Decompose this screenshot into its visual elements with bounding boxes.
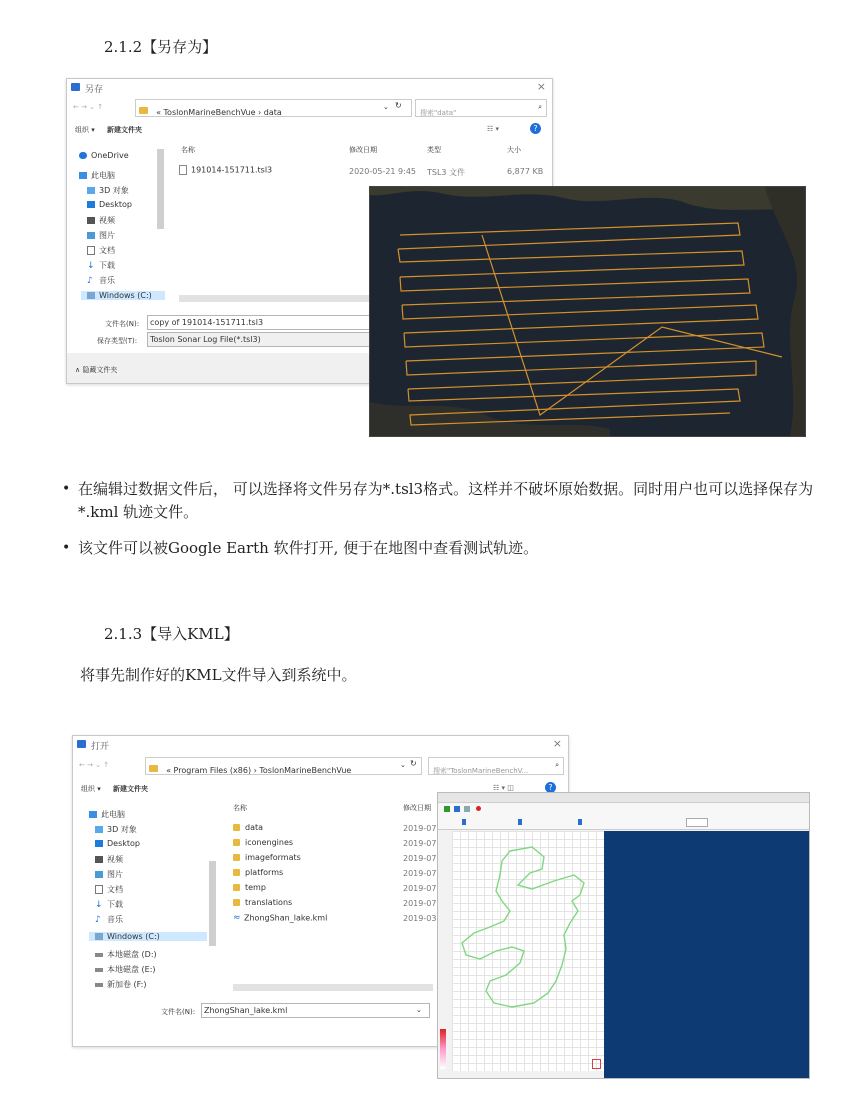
sidebar-item-label: 下载 — [99, 261, 115, 270]
filetype-select[interactable]: Toslon Sonar Log File(*.tsl3) — [147, 332, 371, 347]
column-header-date[interactable]: 修改日期 — [403, 804, 431, 812]
bullet-dot: • — [62, 481, 71, 497]
grid-map — [452, 831, 604, 1071]
help-icon[interactable]: ? — [530, 123, 541, 134]
stop-icon[interactable] — [454, 806, 460, 812]
sidebar-item-downloads[interactable] — [95, 899, 123, 910]
bullet-text-google-earth: 该文件可以被Google Earth 软件打开, 便于在地图中查看测试轨迹。 — [78, 539, 539, 557]
sidebar-scrollbar[interactable] — [209, 861, 216, 946]
computer-icon — [79, 172, 87, 179]
address-bar[interactable] — [145, 757, 422, 775]
drive-icon — [95, 953, 103, 957]
file-name: imageformats — [245, 853, 301, 862]
sidebar-item-label: 本地磁盘 (E:) — [107, 965, 156, 974]
section-description: 将事先制作好的KML文件导入到系统中。 — [80, 666, 357, 684]
sidebar-item-documents[interactable] — [95, 884, 123, 895]
desktop-icon — [87, 201, 95, 208]
address-bar[interactable] — [135, 99, 412, 117]
music-icon: ♪ — [95, 914, 101, 925]
chevron-down-icon[interactable]: ⌄ — [416, 1006, 422, 1014]
trash-icon[interactable] — [592, 1059, 601, 1069]
sidebar-item-music[interactable] — [87, 275, 115, 286]
file-date: 2019-07 — [403, 869, 437, 878]
view-options-icon[interactable]: ☷ ▾ ◫ — [493, 784, 514, 792]
toolbar-button[interactable] — [686, 818, 708, 827]
close-icon[interactable]: × — [536, 80, 546, 93]
depth-color-bar — [440, 1029, 446, 1069]
folder-icon — [233, 854, 240, 861]
track-diagonal — [482, 235, 782, 415]
file-name: translations — [245, 898, 293, 907]
sidebar-item-label: 3D 对象 — [107, 825, 137, 834]
map-track-image — [369, 186, 806, 437]
slider-icon[interactable] — [518, 819, 522, 825]
list-item[interactable] — [233, 838, 293, 847]
new-folder-button[interactable]: 新建文件夹 — [113, 785, 148, 793]
file-name: 191014-151711.tsl3 — [191, 165, 273, 175]
sidebar-item-label: 视频 — [99, 216, 115, 225]
sidebar-item-this-pc[interactable] — [79, 170, 115, 181]
folder-icon — [149, 765, 158, 772]
dialog-title: 另存 — [85, 85, 104, 95]
folder-icon — [233, 824, 240, 831]
folder-icon — [139, 107, 148, 114]
sidebar-item-label: 下载 — [107, 900, 123, 909]
kml-file-icon: ≈ — [233, 913, 241, 923]
desktop-icon — [95, 840, 103, 847]
column-header-name[interactable]: 名称 — [233, 804, 247, 812]
file-date: 2020-05-21 9:45 — [349, 167, 416, 176]
sidebar-item-label: 文档 — [107, 885, 123, 894]
slider-icon[interactable] — [578, 819, 582, 825]
document-icon — [95, 885, 103, 894]
sidebar-item-label: 新加卷 (F:) — [107, 980, 147, 989]
search-icon: ⌕ — [555, 761, 559, 769]
sidebar-item-label: 此电脑 — [91, 171, 115, 180]
bullet-text-save-as: 在编辑过数据文件后， 可以选择将文件另存为*.tsl3格式。这样并不破坏原始数据。同时用户也可以选择保存为 *.kml 轨迹文件。 — [78, 480, 814, 521]
file-name: data — [245, 823, 264, 832]
search-placeholder: 搜索"data" — [420, 109, 457, 117]
sidebar-item-label: Desktop — [107, 839, 140, 848]
organize-button[interactable]: 组织 ▾ — [81, 785, 101, 793]
picture-icon — [87, 232, 95, 239]
column-header-date[interactable]: 修改日期 — [349, 146, 377, 154]
filename-label: 文件名(N): — [161, 1008, 196, 1016]
filetype-label: 保存类型(T): — [97, 337, 138, 345]
sidebar-item-label: 图片 — [99, 231, 115, 240]
folder-icon — [233, 899, 240, 906]
sidebar-item-label: 音乐 — [99, 276, 115, 285]
drive-icon — [87, 292, 95, 299]
column-header-size[interactable]: 大小 — [507, 146, 521, 154]
column-header-type[interactable]: 类型 — [427, 146, 441, 154]
cube-icon — [95, 826, 103, 833]
file-type: TSL3 文件 — [427, 168, 466, 177]
search-placeholder: 搜索"ToslonMarineBenchV... — [433, 767, 529, 775]
search-input[interactable] — [428, 757, 564, 775]
sidebar-item-label: 图片 — [107, 870, 123, 879]
filename-input[interactable]: copy of 191014-151711.tsl3 — [147, 315, 371, 330]
list-item[interactable] — [233, 898, 292, 907]
refresh-icon[interactable]: ↻ — [395, 101, 402, 110]
track-leg — [398, 223, 740, 249]
app-window-screenshot — [437, 792, 810, 1079]
zoom-icon[interactable] — [464, 806, 470, 812]
file-name: iconengines — [245, 838, 294, 847]
organize-button[interactable]: 组织 ▾ — [75, 126, 95, 134]
kml-track-outline — [462, 847, 584, 1007]
survey-track — [398, 223, 782, 425]
sidebar-item-3d[interactable] — [87, 185, 129, 196]
film-icon — [95, 856, 103, 863]
address-path: « Program Files (x86) › ToslonMarineBenchVue — [166, 766, 352, 775]
sidebar-item-drive-f[interactable] — [95, 979, 146, 990]
sidebar-item-desktop[interactable] — [87, 200, 132, 209]
view-options-icon[interactable]: ☷ ▾ — [487, 125, 500, 133]
cube-icon — [87, 187, 95, 194]
file-date: 2019-07 — [403, 899, 437, 908]
download-icon: ↓ — [87, 260, 95, 271]
help-icon[interactable]: ? — [545, 782, 556, 793]
folder-icon — [233, 839, 240, 846]
track-leg — [402, 305, 758, 333]
sidebar-scrollbar[interactable] — [157, 149, 164, 229]
slider-icon[interactable] — [462, 819, 466, 825]
sidebar-item-pictures[interactable] — [95, 869, 123, 880]
dialog-title: 打开 — [91, 742, 110, 752]
kml-track-svg — [452, 831, 604, 1071]
drive-icon — [95, 983, 103, 987]
folder-icon — [233, 869, 240, 876]
horizontal-scrollbar[interactable] — [179, 295, 369, 302]
track-leg — [398, 249, 744, 277]
sidebar-item-label: 音乐 — [107, 915, 123, 924]
file-name: platforms — [245, 868, 284, 877]
track-leg — [404, 333, 764, 361]
app-icon — [71, 83, 80, 91]
list-item[interactable] — [233, 853, 301, 862]
shoreline-top — [370, 187, 805, 212]
file-date: 2019-07 — [403, 824, 437, 833]
app-toolbar — [438, 803, 809, 830]
shoreline-right — [765, 187, 805, 436]
sidebar-item-desktop[interactable] — [95, 839, 140, 848]
computer-icon — [89, 811, 97, 818]
deep-water-panel — [604, 831, 809, 1078]
file-name: ZhongShan_lake.kml — [244, 913, 328, 923]
section-heading-save-as: 2.1.2【另存为】 — [104, 38, 218, 56]
address-path: « ToslonMarineBenchVue › data — [156, 108, 282, 117]
back-arrow-icon[interactable]: ← → ⌄ ↑ — [79, 761, 110, 769]
track-leg — [400, 277, 750, 305]
cloud-icon — [79, 152, 87, 159]
close-icon[interactable]: × — [552, 737, 562, 750]
bullet-list — [0, 478, 863, 578]
back-arrow-icon[interactable]: ← → ⌄ ↑ — [73, 103, 104, 111]
document-icon — [87, 246, 95, 255]
hide-folders-button[interactable]: ∧ 隐藏文件夹 — [75, 366, 118, 374]
record-icon[interactable] — [476, 806, 481, 811]
file-name: temp — [245, 883, 266, 892]
app-icon — [77, 740, 86, 748]
play-icon[interactable] — [444, 806, 450, 812]
file-row[interactable] — [179, 165, 272, 175]
sidebar-item-pictures[interactable] — [87, 230, 115, 241]
sidebar-item-label: OneDrive — [91, 151, 129, 160]
sidebar-item-drive-d[interactable] — [95, 949, 157, 960]
filename-label: 文件名(N): — [105, 320, 140, 328]
refresh-icon[interactable]: ↻ — [410, 759, 417, 768]
file-date: 2019-03 — [403, 914, 437, 923]
download-icon: ↓ — [95, 899, 103, 910]
search-input[interactable] — [415, 99, 547, 117]
file-date: 2019-07 — [403, 884, 437, 893]
horizontal-scrollbar[interactable] — [233, 984, 433, 991]
sidebar-item-label: 本地磁盘 (D:) — [107, 950, 157, 959]
drive-icon — [95, 933, 103, 940]
search-icon: ⌕ — [538, 103, 542, 111]
filename-input[interactable]: ZhongShan_lake.kml — [201, 1003, 430, 1018]
sidebar-item-onedrive[interactable] — [79, 151, 129, 160]
sidebar-item-label: 此电脑 — [101, 810, 125, 819]
sidebar-item-label: Windows (C:) — [107, 932, 160, 941]
file-date: 2019-07 — [403, 854, 437, 863]
sidebar-item-this-pc[interactable] — [89, 809, 125, 820]
sidebar-item-windows-c[interactable] — [81, 291, 165, 300]
sidebar-item-label: Windows (C:) — [99, 291, 152, 300]
new-folder-button[interactable]: 新建文件夹 — [107, 126, 142, 134]
sidebar-item-drive-e[interactable] — [95, 964, 156, 975]
column-header-name[interactable]: 名称 — [181, 146, 195, 154]
sidebar-item-music[interactable] — [95, 914, 123, 925]
section-heading-import-kml: 2.1.3【导入KML】 — [104, 625, 239, 643]
sidebar-item-windows-c[interactable] — [89, 932, 207, 941]
app-titlebar — [438, 793, 809, 803]
sidebar-item-downloads[interactable] — [87, 260, 115, 271]
sidebar-item-videos[interactable] — [95, 854, 123, 865]
sidebar-item-label: Desktop — [99, 200, 132, 209]
chevron-down-icon[interactable]: ⌄ — [400, 761, 406, 769]
sidebar-item-label: 文档 — [99, 246, 115, 255]
list-item[interactable] — [233, 823, 263, 832]
file-size: 6,877 KB — [507, 167, 544, 176]
sidebar-item-videos[interactable] — [87, 215, 115, 226]
sidebar-item-label: 3D 对象 — [99, 186, 129, 195]
list-item[interactable] — [233, 913, 327, 923]
track-map-svg — [370, 187, 805, 436]
bullet-dot: • — [62, 540, 71, 556]
folder-icon — [233, 884, 240, 891]
sidebar-item-label: 视频 — [107, 855, 123, 864]
sidebar-item-documents[interactable] — [87, 245, 115, 256]
drive-icon — [95, 968, 103, 972]
list-item[interactable] — [233, 868, 283, 877]
list-item[interactable] — [233, 883, 266, 892]
picture-icon — [95, 871, 103, 878]
music-icon: ♪ — [87, 275, 93, 286]
chevron-down-icon[interactable]: ⌄ — [383, 103, 389, 111]
file-icon — [179, 165, 187, 175]
film-icon — [87, 217, 95, 224]
file-date: 2019-07 — [403, 839, 437, 848]
sidebar-item-3d[interactable] — [95, 824, 137, 835]
